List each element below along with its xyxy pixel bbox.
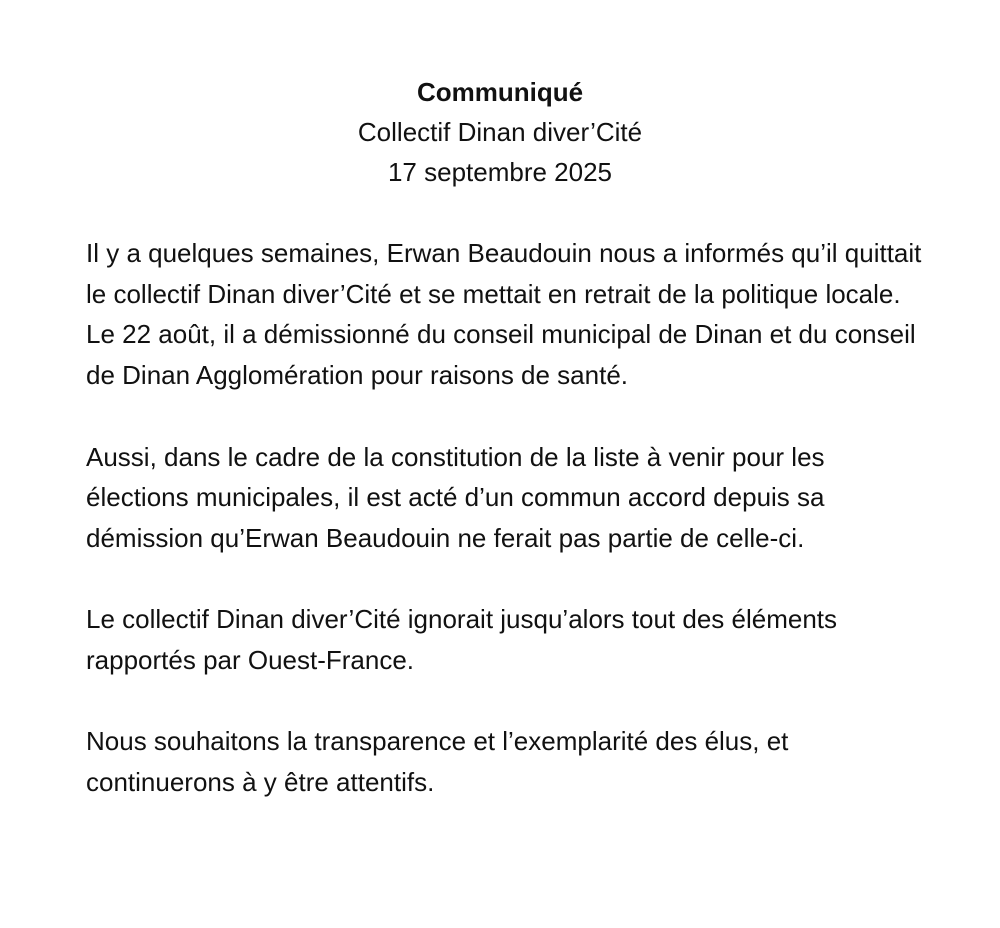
organization-name: Collectif Dinan diver’Cité [357, 117, 643, 147]
document-body [86, 233, 926, 843]
paragraph: Il y a quelques semaines, Erwan Beaudouin nous a informés qu’il quittait le collectif Dinan diver’Cité et se mettait en retrait de la politique locale. Le 22 août, il a démissionné du conseil municipal de Dinan et du conseil de Dinan Agglomération pour raisons de santé. [86, 238, 922, 391]
paragraph: Le collectif Dinan diver’Cité ignorait jusqu’alors tout des éléments rapportés par Ouest-France. [86, 604, 838, 675]
document-date: 17 septembre 2025 [387, 157, 613, 187]
paragraph: Aussi, dans le cadre de la constitution de la liste à venir pour les élections municipales, il est acté d’un commun accord depuis sa démission qu’Erwan Beaudouin ne ferait pas partie de celle-ci. [86, 441, 825, 553]
document-title: Communiqué [416, 77, 584, 107]
paragraph: Nous souhaitons la transparence et l’exemplarité des élus, et continuerons à y être attentifs. [86, 726, 789, 798]
document-header [0, 72, 1000, 192]
